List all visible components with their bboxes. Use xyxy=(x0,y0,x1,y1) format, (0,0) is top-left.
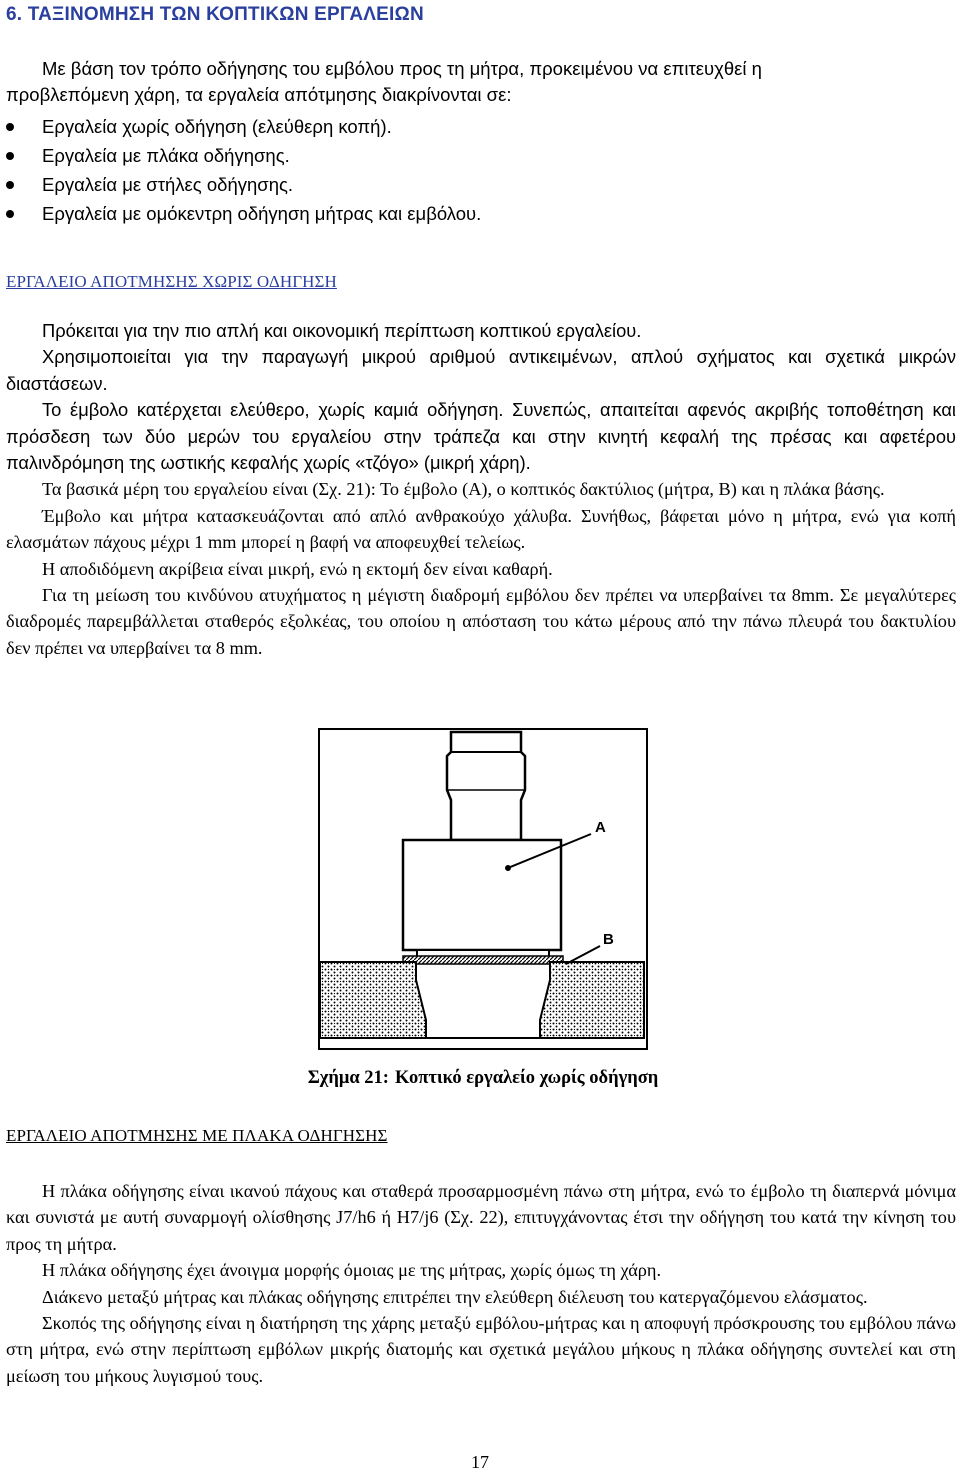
no-guide-text xyxy=(6,318,956,661)
caption-text: Κοπτικό εργαλείο χωρίς οδήγηση xyxy=(394,1068,659,1088)
caption-number: Σχήμα 21: xyxy=(307,1068,389,1088)
subheading-no-guide: ΕΡΓΑΛΕΙΟ ΑΠΟΤΜΗΣΗΣ ΧΩΡΙΣ ΟΔΗΓΗΣΗ xyxy=(6,272,337,291)
figure-caption xyxy=(0,1068,960,1089)
list-item: Εργαλεία με πλάκα οδήγησης. xyxy=(6,141,481,170)
paragraph: Τα βασικά μέρη του εργαλείου είναι (Σχ. 21): Το έμβολο (Α), ο κοπτικός δακτύλιος (μήτρα, Β) και η πλάκα βάσης. xyxy=(42,479,885,500)
paragraph: Για τη μείωση του κινδύνου ατυχήματος η μέγιστη διαδρομή εμβόλου δεν πρέπει να υπερβαίνει τα 8mm. Σε μεγαλύτερες διαδρομές παρεμβάλλεται σταθερός εξολκέας, του οποίου η απόσταση του κάτω μέρους από την πάνω πλευρά του δακτυλίου δεν πρέπει να υπερβαίνει τα 8 mm. xyxy=(6,585,956,658)
paragraph: Πρόκειται για την πιο απλή και οικονομική περίπτωση κοπτικού εργαλείου. xyxy=(42,320,642,341)
bullet-icon xyxy=(6,152,14,160)
paragraph: Σκοπός της οδήγησης είναι η διατήρηση της χάρης μεταξύ εμβόλου-μήτρας και η αποφυγή πρόσκρουσης του εμβόλου πάνω στη μήτρα, ενώ στην περίπτωση εμβόλων μικρής διατομής και σχετικά μεγάλου μήκους η πλάκα οδήγησης συντελεί και στη μείωση του μήκους λυγισμού τους. xyxy=(6,1313,956,1386)
page-number: 17 xyxy=(471,1452,489,1472)
tool-types-list xyxy=(6,112,481,228)
die-left xyxy=(320,962,426,1038)
section-heading xyxy=(6,4,424,26)
figure-cutting-tool xyxy=(318,728,648,1050)
sheet-strip xyxy=(403,956,563,964)
bullet-icon xyxy=(6,181,14,189)
bullet-icon xyxy=(6,123,14,131)
intro-paragraph xyxy=(6,56,952,108)
paragraph: Έμβολο και μήτρα κατασκευάζονται από απλό ανθρακούχο χάλυβα. Συνήθως, βάφεται μόνο η μήτρα, ενώ για κοπή ελασμάτων πάχους μέχρι 1 mm μπορεί η βαφή να αποφευχθεί τελείως. xyxy=(6,505,956,553)
section-number: 6. xyxy=(6,4,23,25)
paragraph: Η αποδιδόμενη ακρίβεια είναι μικρή, ενώ η εκτομή δεν είναι καθαρή. xyxy=(42,558,553,579)
punch-head xyxy=(447,732,525,840)
bullet-icon xyxy=(6,210,14,218)
guide-plate-text xyxy=(6,1178,956,1389)
paragraph: Η πλάκα οδήγησης είναι ικανού πάχους και σταθερά προσαρμοσμένη πάνω στη μήτρα, ενώ το έμβολο τη διαπερνά μόνιμα και συνιστά με αυτή συναρμογή ολίσθησης J7/h6 ή H7/j6 (Σχ. 22), επιτυγχάνοντας έτσι την οδήγηση του κατά την κίνηση του προς τη μήτρα. xyxy=(6,1181,956,1254)
label-b: B xyxy=(603,931,614,948)
subheading-guide-plate: ΕΡΓΑΛΕΙΟ ΑΠΟΤΜΗΣΗΣ ΜΕ ΠΛΑΚΑ ΟΔΗΓΗΣΗΣ xyxy=(6,1126,388,1145)
list-item: Εργαλεία με στήλες οδήγησης. xyxy=(6,170,481,199)
paragraph: Το έμβολο κατέρχεται ελεύθερο, χωρίς καμιά οδήγηση. Συνεπώς, απαιτείται αφενός ακριβής τοποθέτηση και πρόσδεση των δύο μερών του εργαλείου στην τράπεζα και στην κινητή κεφαλή της πρέσας και αφετέρου παλινδρόμηση της ωστικής κεφαλής χωρίς «τζόγο» (μικρή χάρη). xyxy=(6,399,956,474)
paragraph: Διάκενο μεταξύ μήτρας και πλάκας οδήγησης επιτρέπει την ελεύθερη διέλευση του κατεργαζόμενου ελάσματος. xyxy=(42,1286,868,1307)
list-item: Εργαλεία χωρίς οδήγηση (ελεύθερη κοπή). xyxy=(6,112,481,141)
intro-line-1: Με βάση τον τρόπο οδήγησης του εμβόλου προς τη μήτρα, προκειμένου να επιτευχθεί η xyxy=(42,58,762,79)
label-a: A xyxy=(595,819,606,836)
list-item: Εργαλεία με ομόκεντρη οδήγηση μήτρας και εμβόλου. xyxy=(6,199,481,228)
die-right xyxy=(540,962,644,1038)
section-title: ΤΑΞΙΝΟΜΗΣΗ ΤΩΝ ΚΟΠΤΙΚΩΝ ΕΡΓΑΛΕΙΩΝ xyxy=(27,4,424,25)
paragraph: Η πλάκα οδήγησης έχει άνοιγμα μορφής όμοιας με της μήτρας, χωρίς όμως τη χάρη. xyxy=(42,1260,662,1281)
intro-line-2: προβλεπόμενη χάρη, τα εργαλεία απότμησης διακρίνονται σε: xyxy=(6,84,512,106)
paragraph: Χρησιμοποιείται για την παραγωγή μικρού αριθμού αντικειμένων, απλού σχήματος και σχετικά μικρών διαστάσεων. xyxy=(6,346,956,394)
